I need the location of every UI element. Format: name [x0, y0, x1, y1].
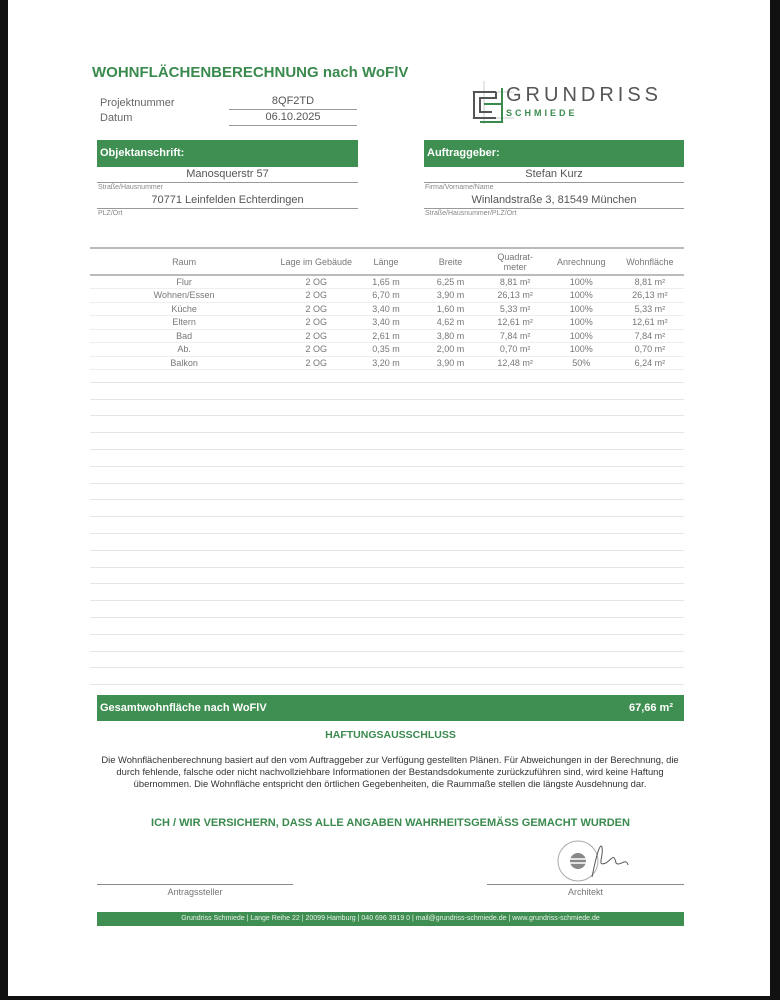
- empty-table-row: [90, 484, 684, 501]
- table-cell: 100%: [547, 302, 616, 316]
- date-label: Datum: [100, 112, 133, 124]
- empty-table-row: [90, 366, 684, 383]
- object-street-field: Manosquerstr 57: [97, 168, 358, 183]
- table-cell: 3,90 m: [417, 356, 483, 370]
- table-cell: Küche: [90, 302, 278, 316]
- table-cell: 6,24 m²: [616, 356, 684, 370]
- table-cell: 7,84 m²: [484, 329, 547, 343]
- total-bar: [97, 695, 684, 721]
- logo-text-main: GRUNDRISS: [506, 84, 663, 106]
- empty-table-row: [90, 400, 684, 417]
- table-cell: 2 OG: [278, 329, 354, 343]
- object-city-label: PLZ/Ort: [98, 210, 123, 217]
- table-cell: 6,70 m: [354, 289, 417, 303]
- empty-table-row: [90, 383, 684, 400]
- table-cell: 5,33 m²: [484, 302, 547, 316]
- logo-text-sub: SCHMIEDE: [506, 108, 578, 118]
- table-cell: 0,70 m²: [484, 343, 547, 357]
- table-cell: 2 OG: [278, 302, 354, 316]
- applicant-label: Antragssteller: [167, 887, 223, 897]
- table-cell: 2 OG: [278, 289, 354, 303]
- table-cell: Balkon: [90, 356, 278, 370]
- object-city-field: 70771 Leinfelden Echterdingen: [97, 194, 358, 209]
- empty-table-row: [90, 534, 684, 551]
- client-name-field: Stefan Kurz: [424, 168, 684, 183]
- table-cell: Bad: [90, 329, 278, 343]
- project-number-field: 8QF2TD: [229, 95, 357, 110]
- disclaimer-title: HAFTUNGSAUSSCHLUSS: [325, 729, 456, 741]
- assurance-statement: ICH / WIR VERSICHERN, DASS ALLE ANGABEN WAHRHEITSGEMÄSS GEMACHT WURDEN: [151, 817, 630, 829]
- table-cell: 26,13 m²: [484, 289, 547, 303]
- client-address-label: Straße/Hausnummer/PLZ/Ort: [425, 210, 517, 217]
- room-table: [90, 247, 684, 370]
- table-cell: Wohnen/Essen: [90, 289, 278, 303]
- empty-table-row: [90, 635, 684, 652]
- table-cell: 12,48 m²: [484, 356, 547, 370]
- table-row: [90, 329, 684, 343]
- empty-table-row: [90, 584, 684, 601]
- date-field: 06.10.2025: [229, 111, 357, 126]
- architect-stamp: [556, 837, 638, 887]
- col-header-floor: Lage im Gebäude: [278, 248, 354, 275]
- table-cell: 8,81 m²: [616, 275, 684, 289]
- table-cell: 12,61 m²: [484, 316, 547, 330]
- table-cell: Flur: [90, 275, 278, 289]
- stamp-signature-icon: [556, 837, 638, 887]
- table-cell: 4,62 m: [417, 316, 483, 330]
- client-name-label: Firma/Vorname/Name: [425, 184, 494, 191]
- col-header-living-area: Wohnfläche: [616, 248, 684, 275]
- table-cell: 3,40 m: [354, 302, 417, 316]
- col-header-width: Breite: [417, 248, 483, 275]
- empty-table-row: [90, 450, 684, 467]
- table-cell: 100%: [547, 343, 616, 357]
- table-cell: 2 OG: [278, 343, 354, 357]
- table-cell: 3,40 m: [354, 316, 417, 330]
- table-cell: 2 OG: [278, 275, 354, 289]
- object-street-label: Straße/Hausnummer: [98, 184, 163, 191]
- project-number-label: Projektnummer: [100, 97, 175, 109]
- empty-table-row: [90, 551, 684, 568]
- applicant-signature-line: [97, 884, 293, 885]
- table-row: [90, 302, 684, 316]
- architect-label: Architekt: [567, 887, 603, 897]
- table-cell: 0,35 m: [354, 343, 417, 357]
- col-header-length: Länge: [354, 248, 417, 275]
- table-cell: 12,61 m²: [616, 316, 684, 330]
- empty-table-row: [90, 601, 684, 618]
- empty-table-row: [90, 652, 684, 669]
- table-cell: Eltern: [90, 316, 278, 330]
- table-cell: 26,13 m²: [616, 289, 684, 303]
- table-row: [90, 275, 684, 289]
- table-cell: Ab.: [90, 343, 278, 357]
- table-cell: 2,61 m: [354, 329, 417, 343]
- table-cell: 100%: [547, 289, 616, 303]
- total-value: 67,66 m²: [628, 702, 673, 714]
- page-title: WOHNFLÄCHENBERECHNUNG nach WoFlV: [92, 64, 409, 81]
- empty-table-row: [90, 433, 684, 450]
- empty-table-row: [90, 668, 684, 685]
- table-cell: 100%: [547, 275, 616, 289]
- table-cell: 7,84 m²: [616, 329, 684, 343]
- table-row: [90, 289, 684, 303]
- table-cell: 100%: [547, 329, 616, 343]
- client-header: Auftraggeber:: [424, 140, 684, 167]
- empty-table-row: [90, 568, 684, 585]
- col-header-sqm: Quadrat-meter: [484, 248, 547, 275]
- object-address-header: Objektanschrift:: [97, 140, 358, 167]
- table-cell: 3,20 m: [354, 356, 417, 370]
- table-cell: 1,60 m: [417, 302, 483, 316]
- table-cell: 2,00 m: [417, 343, 483, 357]
- footer-bar: Grundriss Schmiede | Lange Reihe 22 | 20099 Hamburg | 040 696 3919 0 | mail@grundriss-schmiede.de | www.grundriss-schmiede.de: [97, 912, 684, 926]
- table-cell: 2 OG: [278, 356, 354, 370]
- table-cell: 8,81 m²: [484, 275, 547, 289]
- empty-table-row: [90, 517, 684, 534]
- disclaimer-text: Die Wohnflächenberechnung basiert auf den vom Auftraggeber zur Verfügung gestellten Plänen. Für Abweichungen in der Berechnung, die durch fehlende, falsche oder nicht nachvollziehbare Informationen der Bestandsdokumente zurückzuführen sind, wird keine Haftung übernommen. Die Wohnfläche entspricht den örtlichen Gegebenheiten, die Raummaße stellen die längste Ausdehnung dar.: [101, 754, 679, 789]
- empty-table-row: [90, 618, 684, 635]
- col-header-room: Raum: [90, 248, 278, 275]
- table-cell: 3,90 m: [417, 289, 483, 303]
- table-cell: 0,70 m²: [616, 343, 684, 357]
- table-cell: 2 OG: [278, 316, 354, 330]
- col-header-factor: Anrechnung: [547, 248, 616, 275]
- table-row: [90, 343, 684, 357]
- table-cell: 1,65 m: [354, 275, 417, 289]
- table-cell: 50%: [547, 356, 616, 370]
- table-row: [90, 316, 684, 330]
- client-address-field: Winlandstraße 3, 81549 München: [424, 194, 684, 209]
- table-cell: 100%: [547, 316, 616, 330]
- company-logo: [468, 78, 668, 126]
- empty-table-row: [90, 467, 684, 484]
- table-cell: 5,33 m²: [616, 302, 684, 316]
- table-cell: 6,25 m: [417, 275, 483, 289]
- architect-signature-line: [487, 884, 684, 885]
- table-cell: 3,80 m: [417, 329, 483, 343]
- total-label: Gesamtwohnfläche nach WoFlV: [100, 702, 267, 714]
- empty-table-row: [90, 416, 684, 433]
- empty-table-row: [90, 500, 684, 517]
